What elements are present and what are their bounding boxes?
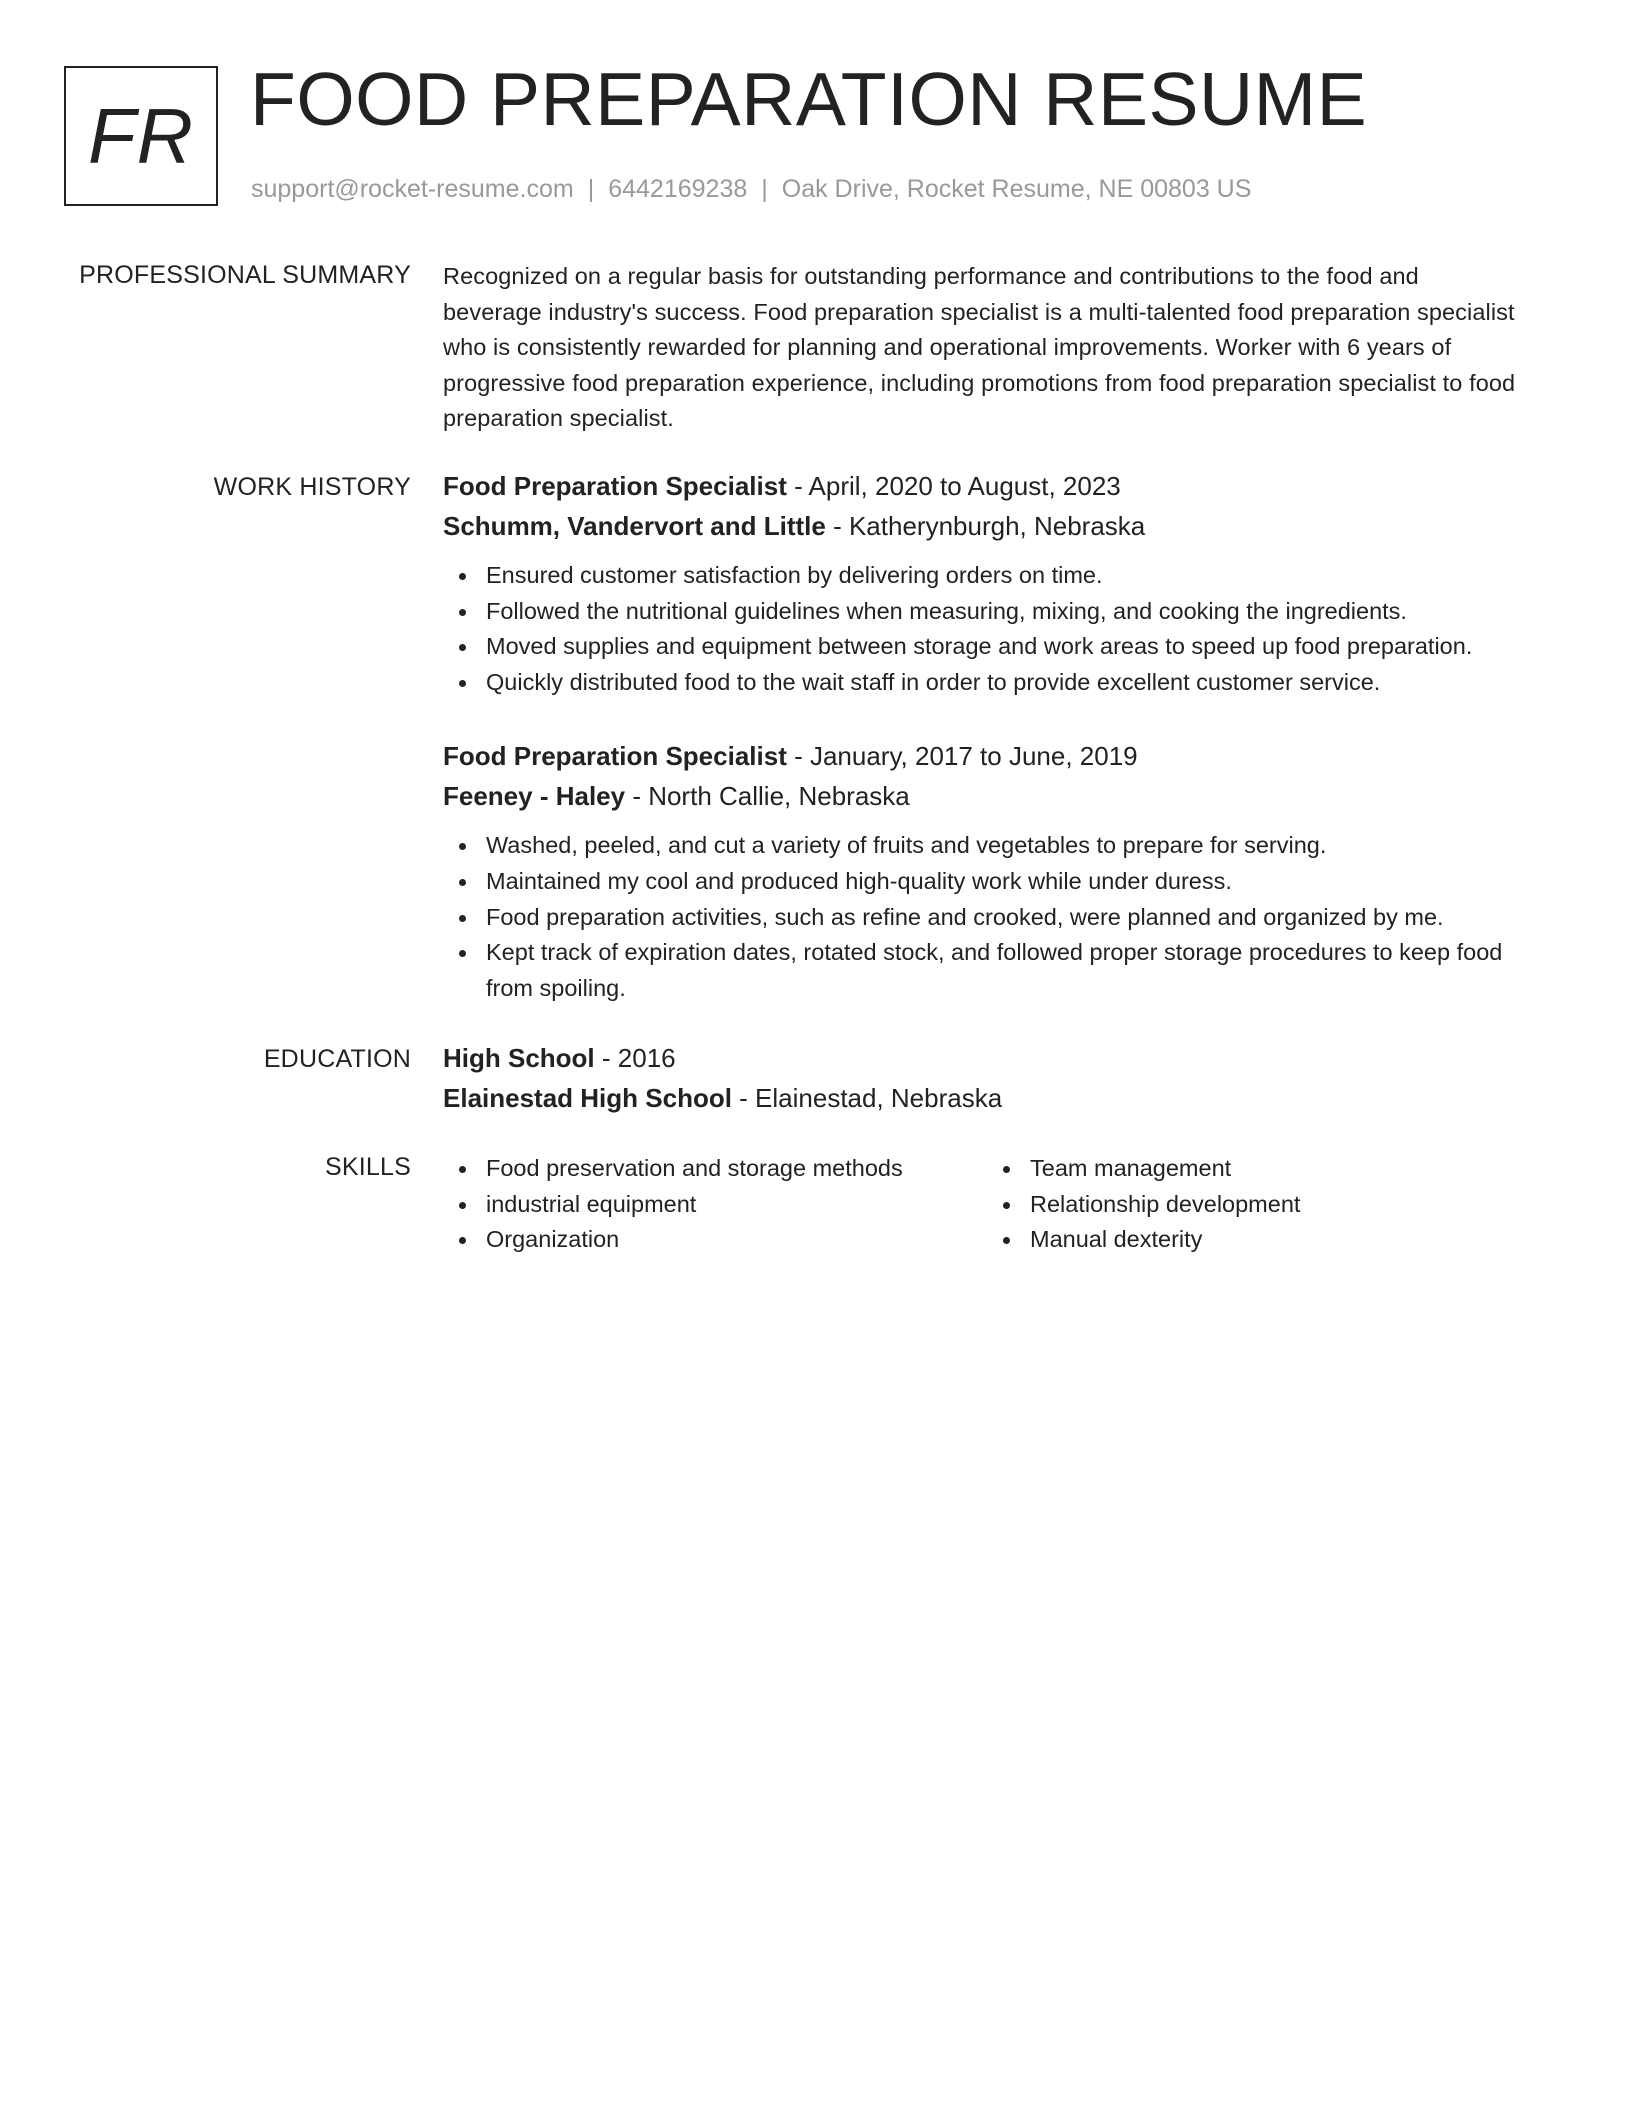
monogram-initials: FR: [88, 92, 194, 180]
skills-list-right: [987, 1151, 1507, 1258]
job-company: Feeney - Haley: [443, 781, 626, 812]
job-dates: - April, 2020 to August, 2023: [786, 471, 1121, 501]
contact-separator: |: [587, 175, 595, 203]
job-duty: Washed, peeled, and cut a variety of fruits and vegetables to prepare for serving.: [443, 828, 1523, 864]
summary-body: [443, 259, 1523, 437]
contact-line: [251, 174, 1251, 204]
contact-address: Oak Drive, Rocket Resume, NE 00803 US: [781, 175, 1252, 203]
job-duty: Food preparation activities, such as refine and crooked, were planned and organized by me.: [443, 900, 1523, 936]
job-duty: Kept track of expiration dates, rotated stock, and followed proper storage procedures to keep food from spoiling.: [443, 935, 1523, 1006]
education-degree: High School: [443, 1043, 595, 1073]
skills-list-left: [443, 1151, 987, 1258]
education-body: [443, 1038, 1523, 1118]
skill-item: industrial equipment: [443, 1187, 987, 1223]
job-title: Food Preparation Specialist: [443, 471, 787, 501]
job-company: Schumm, Vandervort and Little: [443, 511, 826, 541]
job-title: Food Preparation Specialist: [443, 741, 787, 772]
job-entry: [443, 466, 1523, 700]
job-duties: [443, 558, 1523, 700]
skill-item: Manual dexterity: [987, 1222, 1507, 1258]
job-duties: [443, 828, 1523, 1006]
job-company-line: [443, 506, 1523, 546]
skill-item: Food preservation and storage methods: [443, 1151, 987, 1187]
contact-phone: 6442169238: [608, 175, 748, 203]
education-school: Elainestad High School: [443, 1083, 732, 1113]
skill-item: Organization: [443, 1222, 987, 1258]
education-location: - Elainestad, Nebraska: [731, 1083, 1003, 1113]
job-dates: - January, 2017 to June, 2019: [786, 741, 1138, 772]
skills-grid: [443, 1151, 1523, 1258]
job-company-line: [443, 776, 1523, 816]
job-duty: Followed the nutritional guidelines when measuring, mixing, and cooking the ingredients.: [443, 594, 1523, 630]
job-duty: Moved supplies and equipment between storage and work areas to speed up food preparation.: [443, 629, 1523, 665]
work-history-body: [443, 466, 1523, 1042]
job-duty: Ensured customer satisfaction by delivering orders on time.: [443, 558, 1523, 594]
work-history-heading: WORK HISTORY: [213, 473, 411, 501]
skill-item: Relationship development: [987, 1187, 1507, 1223]
job-duty: Maintained my cool and produced high-quality work while under duress.: [443, 864, 1523, 900]
education-year: - 2016: [594, 1043, 676, 1073]
summary-heading: PROFESSIONAL SUMMARY: [79, 261, 411, 289]
summary-text: Recognized on a regular basis for outstanding performance and contributions to the food and beverage industry's success. Food preparation specialist is a multi-talented food preparation specialist who is consistently rewarded for planning and operational improvements. Worker with 6 years of progressive food preparation experience, including promotions from food preparation specialist to food preparation specialist.: [443, 263, 1516, 432]
job-location: - Katherynburgh, Nebraska: [825, 511, 1146, 541]
education-school-line: [443, 1078, 1523, 1118]
skills-heading: SKILLS: [325, 1153, 411, 1181]
job-duty: Quickly distributed food to the wait staff in order to provide excellent customer service.: [443, 665, 1523, 701]
job-title-line: [443, 736, 1523, 776]
resume-title: FOOD PREPARATION RESUME: [250, 57, 1368, 141]
education-heading: EDUCATION: [263, 1045, 411, 1073]
job-location: - North Callie, Nebraska: [625, 781, 910, 812]
contact-email: support@rocket-resume.com: [251, 175, 574, 203]
skill-item: Team management: [987, 1151, 1507, 1187]
job-title-line: [443, 466, 1523, 506]
monogram-logo: [64, 66, 218, 206]
skills-body: [443, 1151, 1523, 1258]
education-degree-line: [443, 1038, 1523, 1078]
contact-separator: |: [761, 175, 768, 203]
job-entry: [443, 736, 1523, 1006]
